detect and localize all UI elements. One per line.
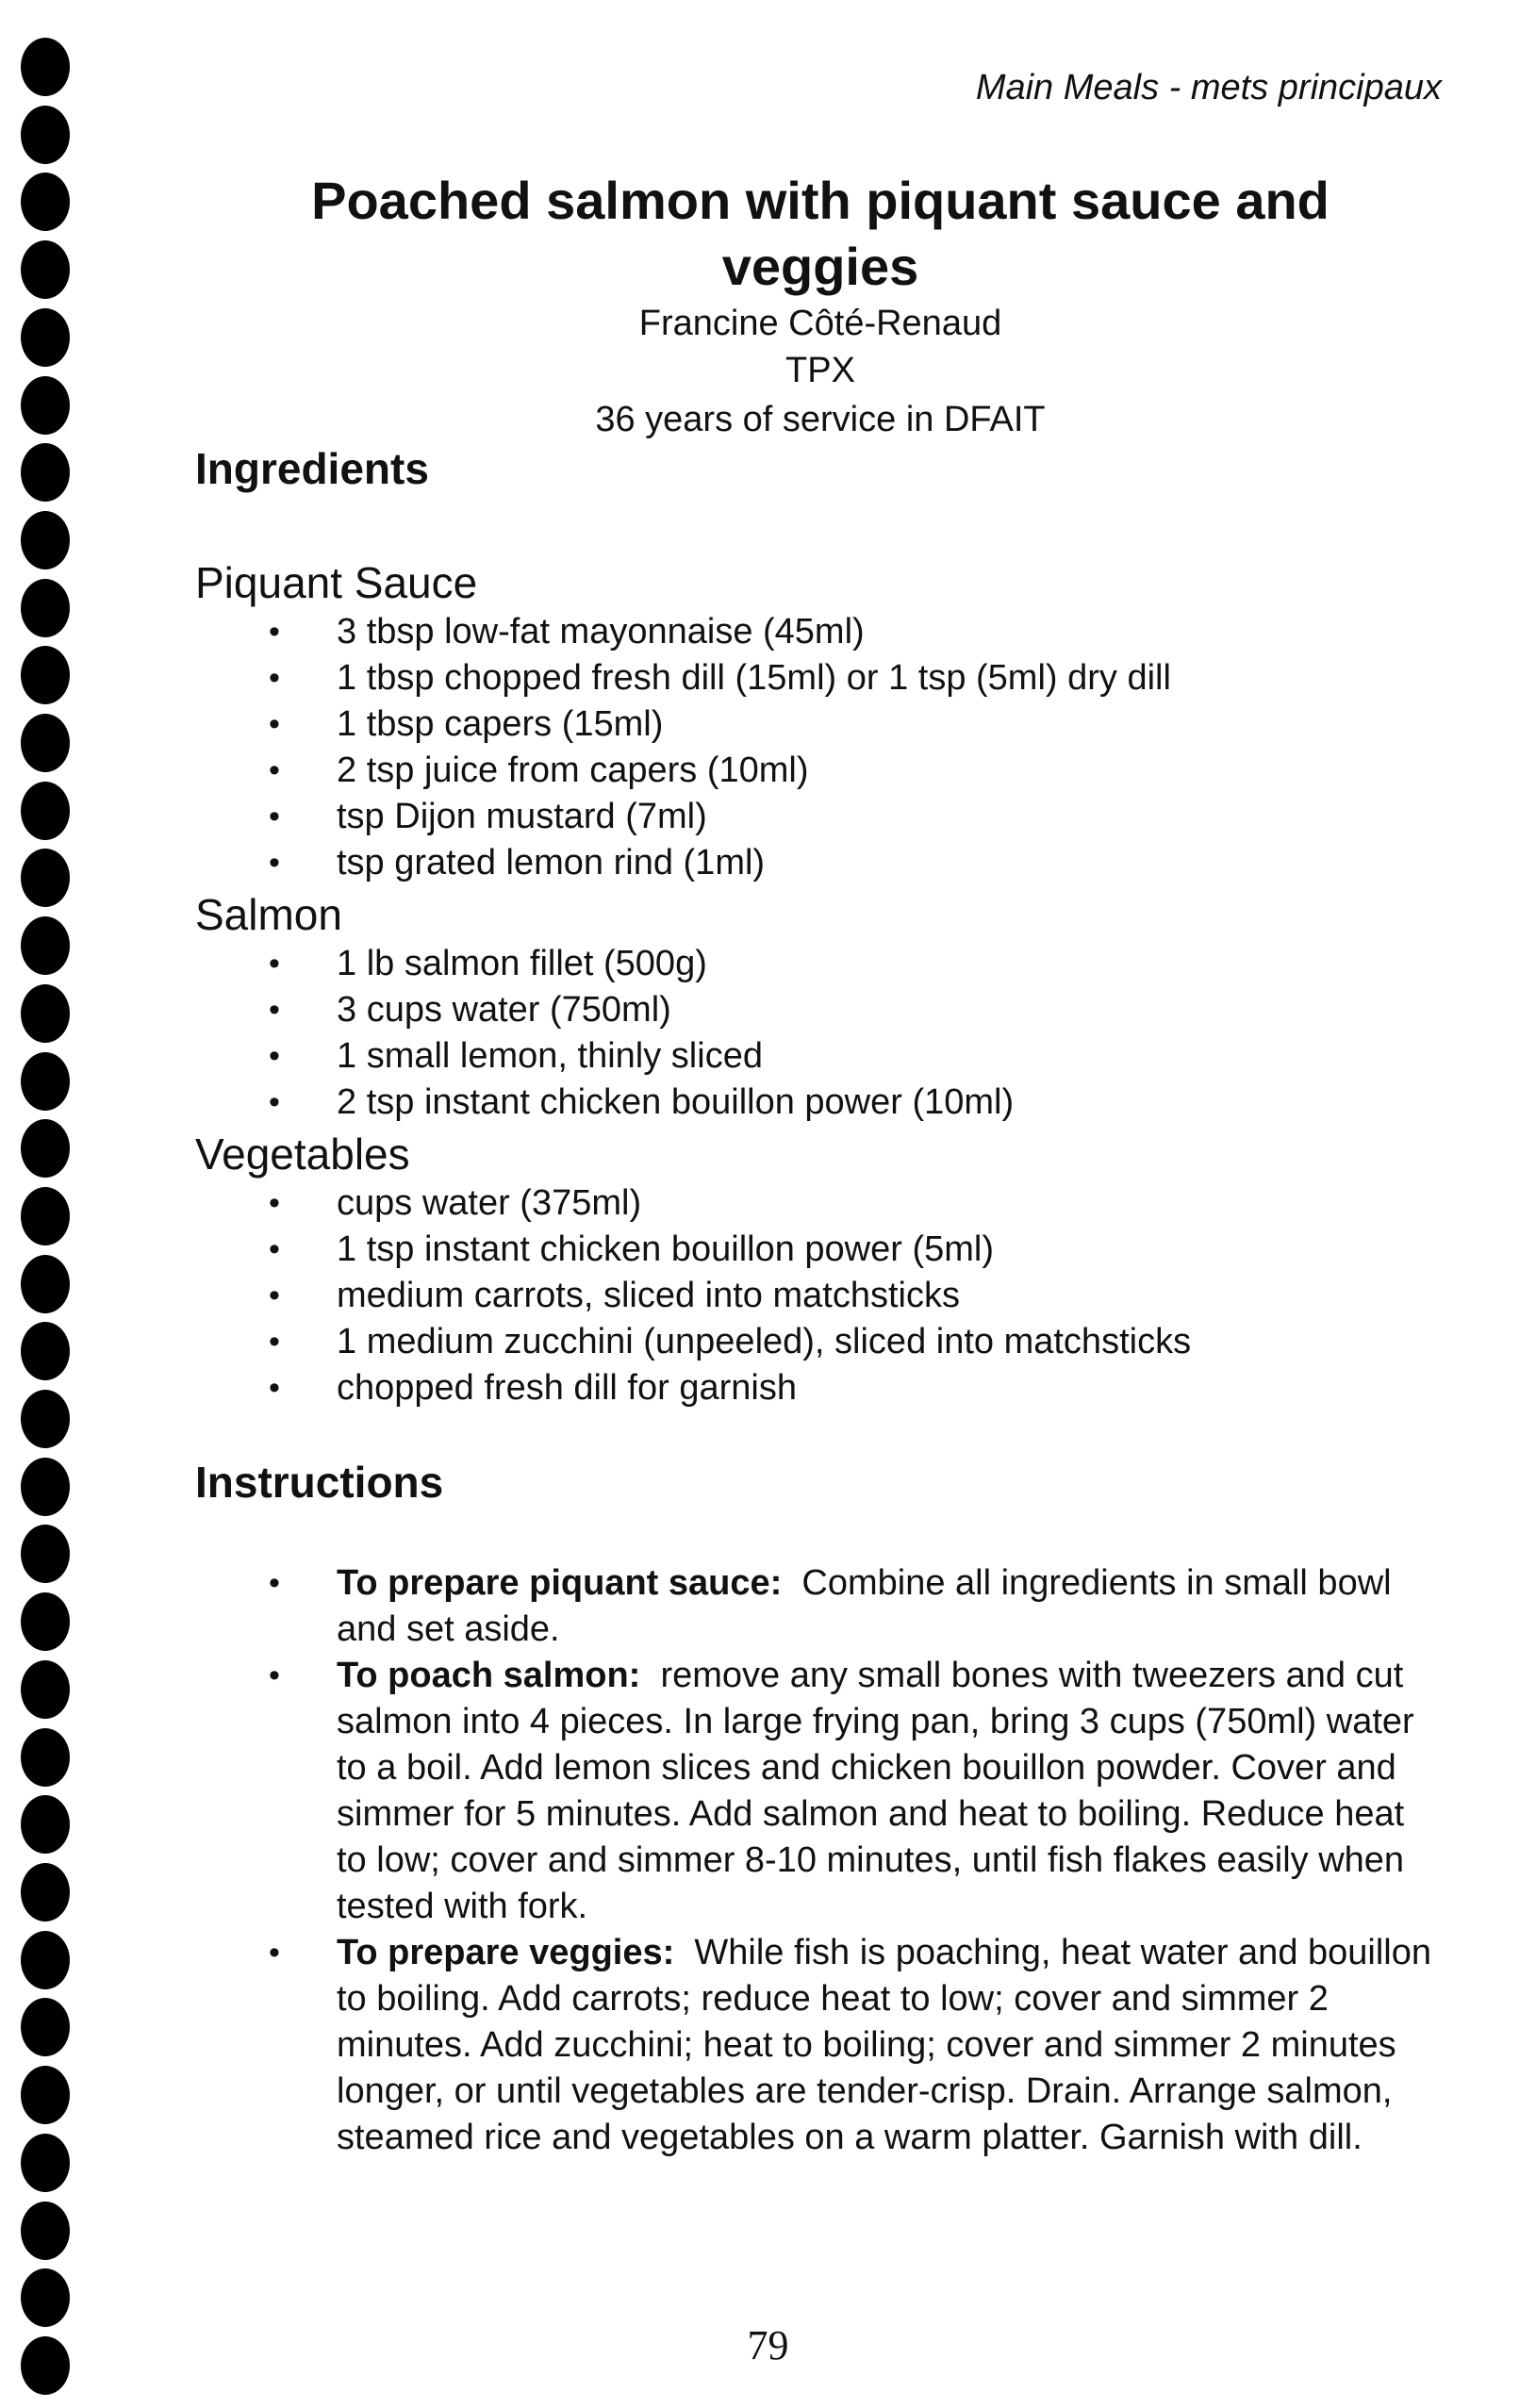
binding-hole (21, 511, 70, 569)
author-position: TPX (785, 351, 855, 390)
binding-hole (21, 1998, 70, 2056)
instruction-step-label: To prepare veggies: (337, 1933, 675, 1972)
ingredient-group-title: Vegetables (195, 1130, 410, 1179)
ingredient-list (195, 941, 1421, 1126)
binding-hole (21, 2134, 70, 2192)
ingredient-item: • 1 tbsp capers (15ml) (195, 701, 1421, 748)
binding-hole (21, 849, 70, 907)
binding-hole (21, 1052, 70, 1111)
ingredient-item: • 1 tbsp chopped fresh dill (15ml) or 1 tsp (5ml) dry dill (195, 655, 1421, 701)
ingredient-item: • medium carrots, sliced into matchsticks (195, 1273, 1421, 1319)
ingredients-heading: Ingredients (195, 444, 429, 493)
binding-hole (21, 579, 70, 637)
instruction-step-text: While fish is poaching, heat water and bouillon to boiling. Add carrots; reduce heat to low; cover and simmer 2 minutes. Add zucchini; heat to boiling; cover and simmer 2 minutes longer, or until vegetables are tender-crisp. Drain. Arrange salmon, steamed rice and vegetables on a warm platter. Garnish with dill. (337, 1933, 1432, 2157)
ingredient-group-vegetables (195, 1128, 1421, 1411)
binding-hole (21, 1795, 70, 1854)
binding-hole (21, 2066, 70, 2124)
ingredient-group-title: Salmon (195, 890, 342, 939)
author-service: 36 years of service in DFAIT (595, 400, 1046, 439)
binding-hole (21, 173, 70, 231)
author-name: Francine Côté-Renaud (638, 304, 1002, 343)
ingredients-section (195, 556, 1421, 1413)
ingredient-item: • 3 cups water (750ml) (195, 987, 1421, 1033)
binding-hole (21, 38, 70, 96)
ingredient-list (195, 609, 1421, 886)
ingredient-list (195, 1180, 1421, 1411)
binding-hole (21, 1863, 70, 1921)
binding-hole (21, 1525, 70, 1583)
section-header: Main Meals - mets principaux (975, 68, 1442, 107)
binding-hole (21, 1187, 70, 1245)
instructions-section (195, 1560, 1440, 2161)
binding-hole (21, 782, 70, 840)
binding-hole (21, 308, 70, 367)
recipe-title: Poached salmon with piquant sauce and veggies (311, 171, 1330, 296)
binding-hole (21, 376, 70, 435)
instruction-step-label: To poach salmon: (337, 1656, 641, 1695)
ingredient-item: • 1 medium zucchini (unpeeled), sliced into matchsticks (195, 1319, 1421, 1365)
ingredient-group-title: Piquant Sauce (195, 558, 478, 607)
ingredient-item: • 3 tbsp low-fat mayonnaise (45ml) (195, 609, 1421, 655)
instruction-step (195, 1560, 1440, 1653)
binding-hole (21, 1390, 70, 1448)
ingredient-item: • 2 tsp juice from capers (10ml) (195, 748, 1421, 794)
binding-hole (21, 1322, 70, 1380)
instruction-step-text: remove any small bones with tweezers and cut salmon into 4 pieces. In large frying pan, bring 3 cups (750ml) water to a boil. Add lemon slices and chicken bouillon powder. Cover and simmer for 5 minutes. Add salmon and heat to boiling. Reduce heat to low; cover and simmer 8-10 minutes, until fish flakes easily when tested with fork. (337, 1656, 1414, 1926)
binding-hole (21, 240, 70, 299)
author-block (471, 300, 1169, 443)
ingredient-item: • 1 tsp instant chicken bouillon power (5ml) (195, 1227, 1421, 1273)
binding-hole (21, 443, 70, 502)
binding-hole (21, 1660, 70, 1719)
ingredient-item: • chopped fresh dill for garnish (195, 1365, 1421, 1411)
instruction-step-text: Combine all ingredients in small bowl and set aside. (337, 1563, 1392, 1649)
binding-hole (21, 646, 70, 704)
binding-hole (21, 984, 70, 1043)
binding-hole (21, 2202, 70, 2260)
binding-hole (21, 1255, 70, 1313)
instructions-heading: Instructions (195, 1458, 444, 1507)
ingredient-item: • 2 tsp instant chicken bouillon power (10ml) (195, 1080, 1421, 1126)
ingredient-item: • tsp grated lemon rind (1ml) (195, 840, 1421, 886)
instruction-list (195, 1560, 1440, 2161)
instruction-step (195, 1930, 1440, 2161)
binding-hole (21, 106, 70, 164)
ingredient-group-piquant-sauce (195, 556, 1421, 886)
binding-hole (21, 2268, 70, 2327)
binding-hole (21, 1931, 70, 1989)
binding-hole (21, 1592, 70, 1651)
instruction-step (195, 1653, 1440, 1930)
binding-hole (21, 1119, 70, 1178)
ingredient-group-salmon (195, 888, 1421, 1126)
ingredient-item: • 1 small lemon, thinly sliced (195, 1033, 1421, 1080)
ingredient-item: • cups water (375ml) (195, 1180, 1421, 1227)
binding-hole (21, 1458, 70, 1516)
spiral-binding (17, 38, 74, 2395)
ingredient-item: • 1 lb salmon fillet (500g) (195, 941, 1421, 987)
binding-hole (21, 1728, 70, 1787)
binding-hole (21, 916, 70, 975)
instruction-step-label: To prepare piquant sauce: (337, 1563, 783, 1603)
page-number: 79 (747, 2322, 789, 2368)
ingredient-item: • tsp Dijon mustard (7ml) (195, 794, 1421, 840)
binding-hole (21, 714, 70, 772)
